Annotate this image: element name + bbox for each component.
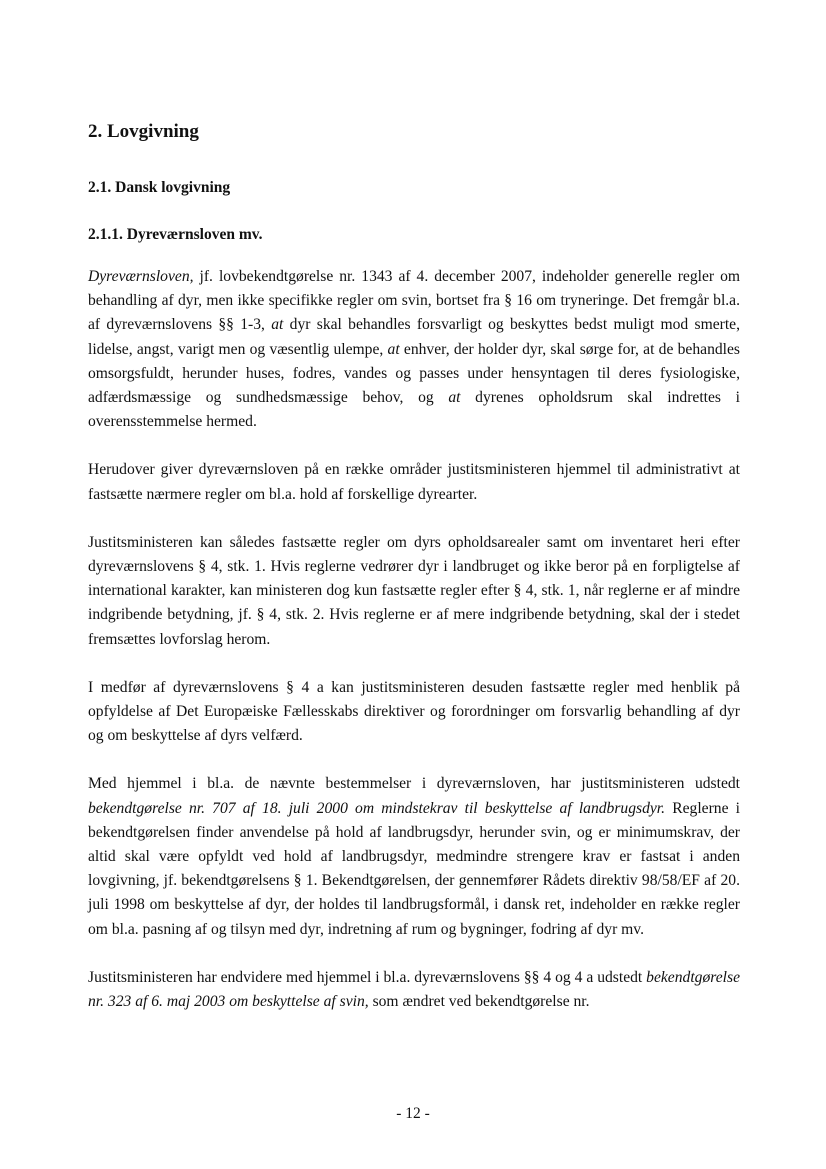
emphasis-at: at [448,389,461,407]
paragraph-1-text-3: enhver, der holder dyr, skal sørge for, at de behandles omsorgsfuldt, herunder huses, fodres, vandes og passes under hensyntagen til deres fysiologiske, adfærdsmæssige og sundhedsmæssige behov, og [88,340,740,407]
law-title-italic: Dyreværnsloven, [88,268,194,285]
subsubsection-heading: 2.1.1. Dyreværnsloven mv. [88,226,263,243]
emphasis-at: at [271,316,284,334]
regulation-title-italic: bekendtgørelse nr. 323 af 6. maj 2003 om beskyttelse af svin, [88,968,740,1011]
page-number: - 12 - [396,1105,430,1122]
paragraph-6 [88,966,740,1014]
paragraph-1-text-4: dyrenes opholdsrum skal indrettes i overensstemmelse hermed. [88,389,740,431]
paragraph-1 [88,265,740,434]
emphasis-at: at [387,340,400,358]
paragraph-1-text: jf. lovbekendtgørelse nr. 1343 af 4. december 2007, indeholder generelle regler om behandling af dyr, men ikke specifikke regler om svin, bortset fra § 16 om tryneringe. Det fremgår bl.a. af dyreværnslovens §§ 1-3, [88,268,740,334]
paragraph-2: Herudover giver dyreværnsloven på en række områder justitsministeren hjemmel til administrativt at fastsætte nærmere regler om bl.a. hold af forskellige dyrearter. [88,461,740,503]
regulation-title-italic: bekendtgørelse nr. 707 af 18. juli 2000 om mindstekrav til beskyttelse af landbrugsdyr. [88,799,666,817]
subsection-heading: 2.1. Dansk lovgivning [88,179,231,196]
paragraph-3: Justitsministeren kan således fastsætte regler om dyrs opholdsarealer samt om inventaret heri efter dyreværnslovens § 4, stk. 1. Hvis reglerne vedrører dyr i landbruget og ikke beror på en forpligtelse af international karakter, kan ministeren dog kun fastsætte regler efter § 4, stk. 1, når reglerne er af mindre indgribende betydning, jf. § 4, stk. 2. Hvis reglerne er af mere indgribende betydning, skal der i stedet fremsættes lovforslag herom. [88,533,740,648]
paragraph-1-text-2: dyr skal behandles forsvarligt og beskyttes bedst muligt mod smerte, lidelse, angst, varigt men og væsentlig ulempe, [88,316,740,358]
paragraph-6-text: Justitsministeren har endvidere med hjemmel i bl.a. dyreværnslovens §§ 4 og 4 a udstedt [88,968,647,986]
paragraph-5 [88,772,740,941]
paragraph-5-text: Med hjemmel i bl.a. de nævnte bestemmelser i dyreværnsloven, har justitsministeren udstedt [88,775,740,793]
paragraph-4: I medfør af dyreværnslovens § 4 a kan justitsministeren desuden fastsætte regler med henblik på opfyldelse af Det Europæiske Fællesskabs direktiver og forordninger om forsvarlig behandling af dyr og om beskyttelse af dyrs velfærd. [88,678,740,745]
paragraph-6-text-2: som ændret ved bekendtgørelse nr. [368,993,590,1011]
section-heading: 2. Lovgivning [88,121,199,142]
document-body [88,120,740,1038]
paragraph-5-text-2: Reglerne i bekendtgørelsen finder anvendelse på hold af landbrugsdyr, herunder svin, og er minimumskrav, der altid skal være opfyldt ved hold af landbrugsdyr, medmindre strengere krav er fastsat i anden lovgivning, jf. bekendtgørelsens § 1. Bekendtgørelsen, der gennemfører Rådets direktiv 98/58/EF af 20. juli 1998 om beskyttelse af dyr, der holdes til landbrugsformål, i dansk ret, indeholder en række regler om bl.a. pasning af og tilsyn med dyr, indretning af rum og bygninger, fodring af dyr mv. [88,799,740,938]
